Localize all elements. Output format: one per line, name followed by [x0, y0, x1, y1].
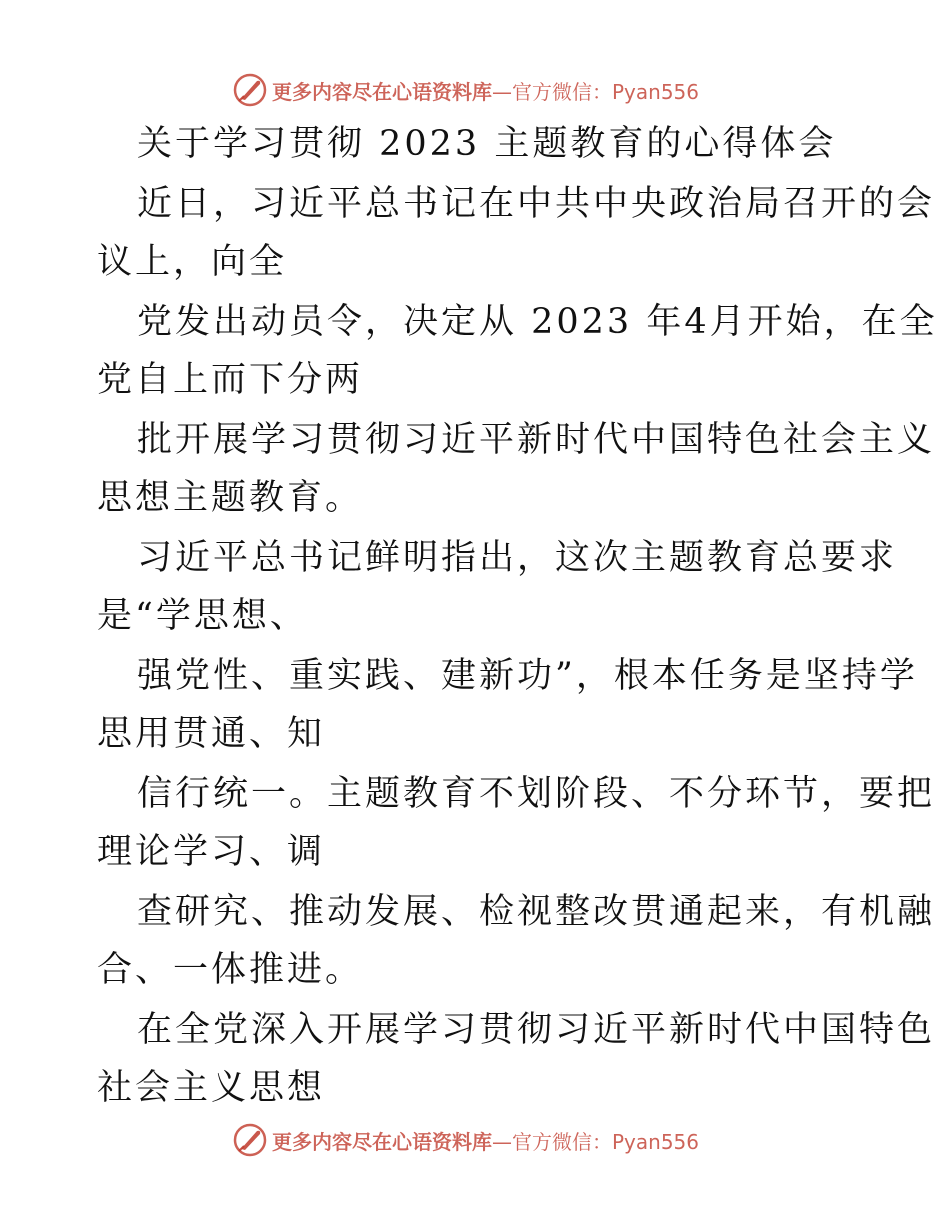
watermark-official-label: 官方微信：	[512, 79, 612, 104]
paragraph-line: 议上，向全	[97, 242, 288, 282]
watermark-text	[272, 76, 699, 105]
paragraph-line: 理论学习、调	[97, 832, 326, 872]
watermark-brand: 更多内容尽在心语资料库	[272, 79, 492, 104]
watermark-account: Pyan556	[612, 1129, 700, 1154]
paragraph-line: 党自上而下分两	[97, 360, 364, 400]
paragraph-line: 信行统一。主题教育不划阶段、不分环节，要把	[137, 774, 936, 814]
paragraph-line: 查研究、推动发展、检视整改贯通起来，有机融	[137, 892, 936, 932]
paragraph-line: 习近平总书记鲜明指出，这次主题教育总要求	[137, 538, 898, 578]
paragraph-line: 在全党深入开展学习贯彻习近平新时代中国特色	[137, 1010, 936, 1050]
paragraph-line: 近日，习近平总书记在中共中央政治局召开的会	[137, 184, 936, 224]
watermark-separator: —	[492, 1129, 512, 1154]
header-watermark	[232, 70, 699, 110]
watermark-brand: 更多内容尽在心语资料库	[272, 1129, 492, 1154]
document-title: 关于学习贯彻 2023 主题教育的心得体会	[137, 124, 837, 164]
feather-pen-logo-icon	[232, 72, 268, 108]
paragraph-line: 思想主题教育。	[97, 478, 364, 518]
footer-watermark	[232, 1120, 699, 1160]
paragraph-line: 批开展学习贯彻习近平新时代中国特色社会主义	[137, 420, 936, 460]
watermark-official-label: 官方微信：	[512, 1129, 612, 1154]
paragraph-line: 社会主义思想	[97, 1068, 326, 1108]
paragraph-line: 党发出动员令，决定从 2023 年4月开始，在全	[137, 302, 938, 342]
watermark-separator: —	[492, 79, 512, 104]
paragraph-line: 合、一体推进。	[97, 950, 364, 990]
paragraph-line: 思用贯通、知	[97, 714, 326, 754]
watermark-text	[272, 1126, 699, 1155]
paragraph-line: 是“学思想、	[97, 596, 308, 636]
paragraph-line: 强党性、重实践、建新功”，根本任务是坚持学	[137, 656, 918, 696]
feather-pen-logo-icon	[232, 1122, 268, 1158]
watermark-account: Pyan556	[612, 79, 700, 104]
